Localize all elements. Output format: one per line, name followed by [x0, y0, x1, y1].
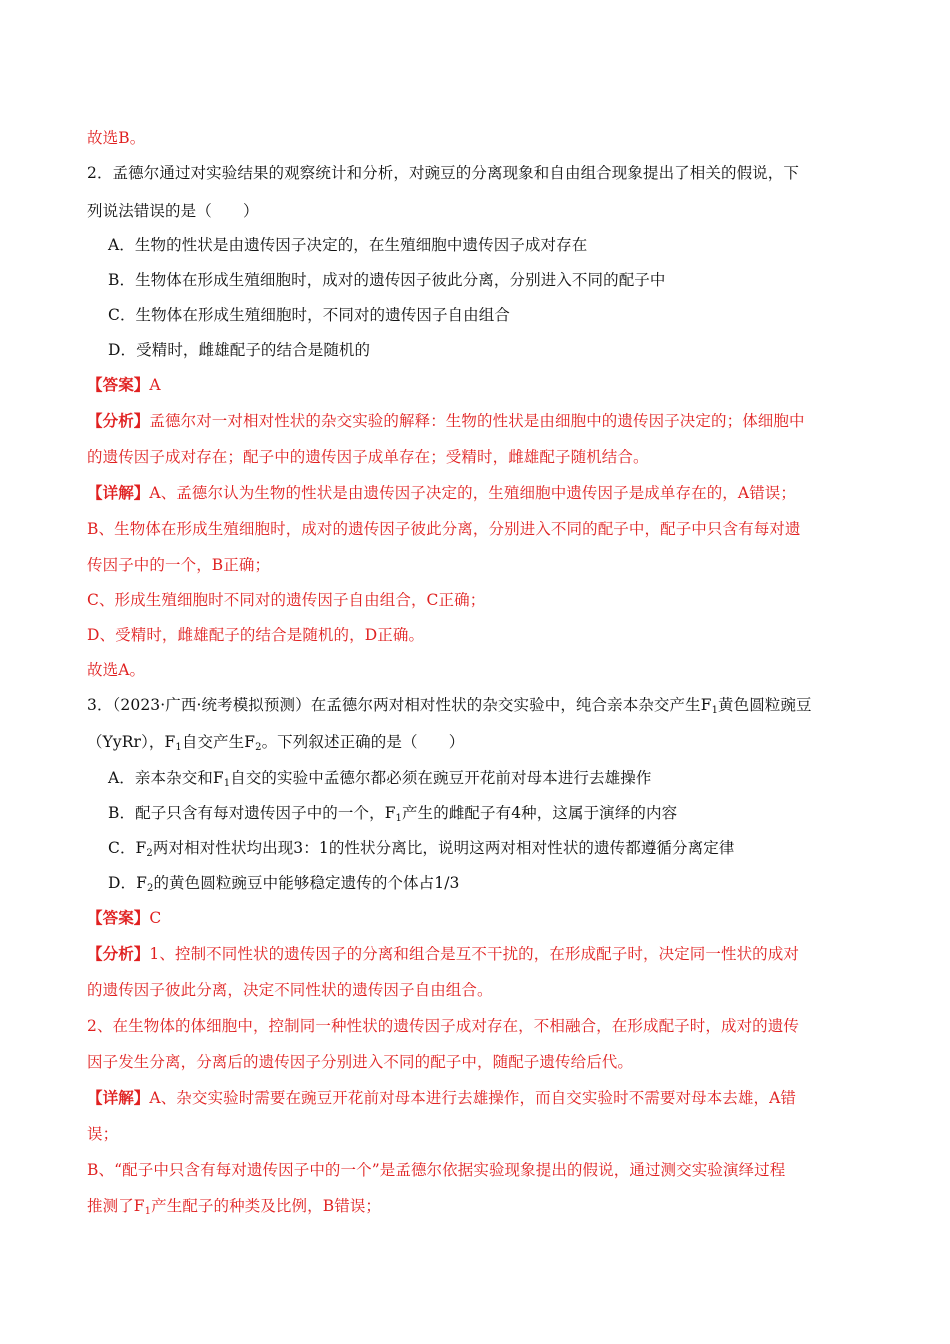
q3-option-c	[108, 833, 888, 863]
q2-stem-line-1: 2．孟德尔通过对实验结果的观察统计和分析，对豌豆的分离现象和自由组合现象提出了相关的假说，下	[87, 164, 799, 182]
q2-stem-line-2: 列说法错误的是（ ）	[87, 202, 259, 220]
subscript: 1	[711, 705, 719, 716]
q3-detail-line-4	[87, 1191, 867, 1221]
q2-detail-line-4: C、形成生殖细胞时不同对的遗传因子自由组合，C正确；	[87, 591, 486, 609]
previous-conclusion: 故选B。	[87, 129, 146, 147]
q2-analysis-line-2: 的遗传因子成对存在；配子中的遗传因子成单存在；受精时，雌雄配子随机结合。	[87, 448, 649, 466]
stem-text: 自交产生F	[181, 733, 256, 751]
q3-answer	[87, 903, 867, 933]
detail-text: 产生配子的种类及比例，B错误；	[151, 1197, 382, 1215]
option-text: 的黄色圆粒豌豆中能够稳定遗传的个体占1/3	[153, 874, 460, 892]
q2-option-d: D．受精时，雌雄配子的结合是随机的	[108, 341, 371, 359]
q3-analysis-line-4: 因子发生分离，分离后的遗传因子分别进入不同的配子中，随配子遗传给后代。	[87, 1053, 634, 1071]
subscript: 1	[395, 813, 403, 824]
q2-option-b: B．生物体在形成生殖细胞时，成对的遗传因子彼此分离，分别进入不同的配子中	[108, 271, 666, 289]
option-text: 产生的雌配子有4种，这属于演绎的内容	[402, 804, 678, 822]
analysis-text: 1、控制不同性状的遗传因子的分离和组合是互不干扰的，在形成配子时，决定同一性状的成对	[149, 945, 799, 963]
analysis-text: 孟德尔对一对相对性状的杂交实验的解释：生物的性状是由细胞中的遗传因子决定的；体细胞中	[149, 412, 805, 430]
answer-tag: 【答案】	[87, 375, 150, 394]
q3-analysis-line-1	[87, 939, 867, 969]
analysis-tag: 【分析】	[87, 411, 150, 430]
answer-tag: 【答案】	[87, 908, 150, 927]
stem-text: 黄色圆粒豌豆	[718, 696, 812, 714]
answer-value: A	[149, 376, 161, 394]
q3-detail-line-1	[87, 1083, 867, 1113]
detail-text: 推测了F	[87, 1197, 145, 1215]
q2-option-a: A．生物的性状是由遗传因子决定的，在生殖细胞中遗传因子成对存在	[108, 236, 588, 254]
q3-stem-line-1	[87, 690, 867, 720]
q3-analysis-line-3: 2、在生物体的体细胞中，控制同一种性状的遗传因子成对存在，不相融合，在形成配子时，成对的遗传	[87, 1017, 799, 1035]
detail-text: A、孟德尔认为生物的性状是由遗传因子决定的，生殖细胞中遗传因子是成单存在的，A错误；	[149, 484, 796, 502]
q2-detail-line-3: 传因子中的一个，B正确；	[87, 556, 271, 574]
q2-detail-line-1	[87, 478, 867, 508]
subscript: 2	[146, 848, 153, 859]
option-text: C．F	[108, 839, 147, 857]
option-text: A．亲本杂交和F	[108, 769, 224, 787]
q3-option-a	[108, 763, 888, 793]
stem-text: （YyRr），F	[87, 733, 176, 751]
subscript: 2	[146, 883, 154, 894]
q2-detail-line-2: B、生物体在形成生殖细胞时，成对的遗传因子彼此分离，分别进入不同的配子中，配子中只含有每对遗	[87, 520, 801, 538]
subscript: 1	[223, 778, 231, 789]
option-text: 自交的实验中孟德尔都必须在豌豆开花前对母本进行去雄操作	[230, 769, 652, 787]
stem-text: 。下列叙述正确的是（ ）	[261, 733, 465, 751]
stem-text: 3．（2023·广西·统考模拟预测）在孟德尔两对相对性状的杂交实验中，纯合亲本杂交产生F	[87, 696, 712, 714]
q3-detail-line-2: 误；	[87, 1125, 119, 1143]
subscript: 2	[255, 742, 262, 753]
option-text: 两对相对性状均出现3：1的性状分离比，说明这两对相对性状的遗传都遵循分离定律	[152, 839, 735, 857]
q2-conclusion: 故选A。	[87, 661, 146, 679]
q2-option-c: C．生物体在形成生殖细胞时，不同对的遗传因子自由组合	[108, 306, 510, 324]
answer-value: C	[149, 909, 162, 927]
q3-analysis-line-2: 的遗传因子彼此分离，决定不同性状的遗传因子自由组合。	[87, 981, 493, 999]
analysis-tag: 【分析】	[87, 944, 150, 963]
q2-analysis-line-1	[87, 406, 867, 436]
option-text: B．配子只含有每对遗传因子中的一个，F	[108, 804, 396, 822]
option-text: D．F	[108, 874, 147, 892]
subscript: 1	[175, 742, 182, 753]
q3-option-d	[108, 868, 888, 898]
q3-option-b	[108, 798, 888, 828]
detail-tag: 【详解】	[87, 483, 150, 502]
subscript: 1	[144, 1206, 152, 1217]
q3-detail-line-3: B、“配子中只含有每对遗传因子中的一个”是孟德尔依据实验现象提出的假说，通过测交实验演绎过程	[87, 1161, 786, 1179]
q3-stem-line-2	[87, 727, 867, 757]
q2-detail-line-5: D、受精时，雌雄配子的结合是随机的，D正确。	[87, 626, 425, 644]
detail-text: A、杂交实验时需要在豌豆开花前对母本进行去雄操作，而自交实验时不需要对母本去雄，A错	[149, 1089, 796, 1107]
q2-answer	[87, 370, 867, 400]
detail-tag: 【详解】	[87, 1088, 150, 1107]
